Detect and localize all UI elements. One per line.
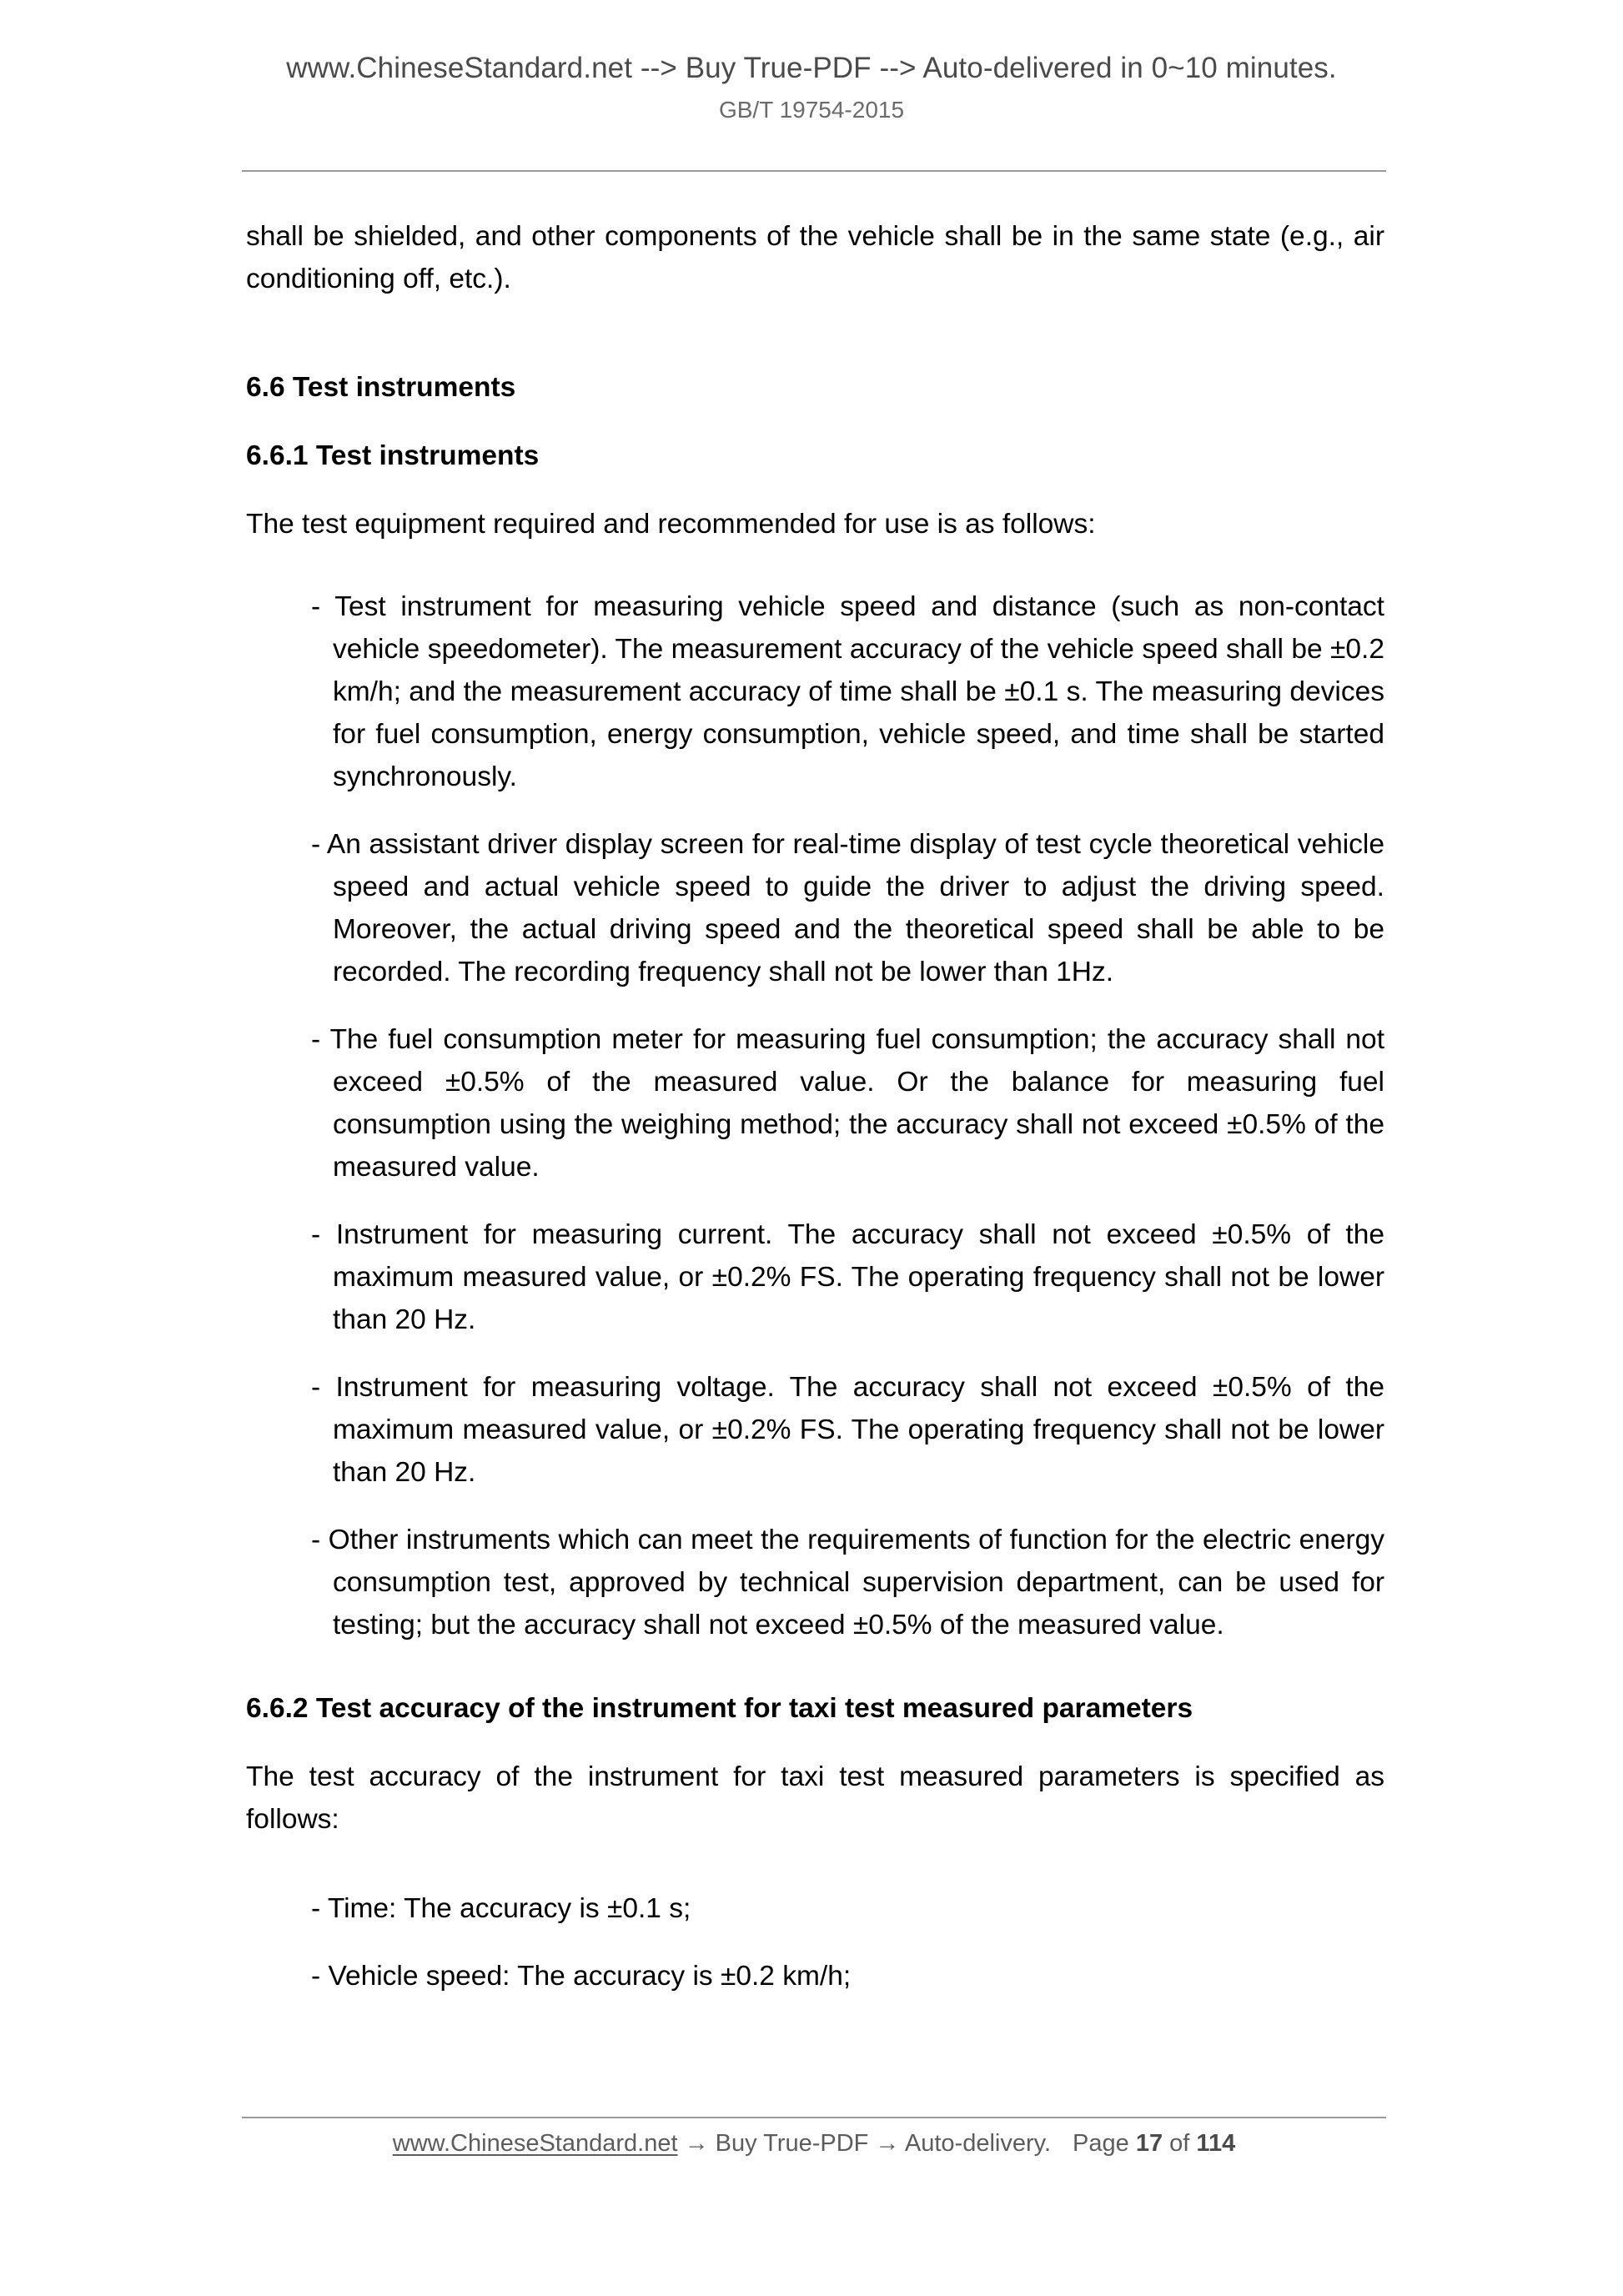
arrow-right-icon: → (868, 2130, 905, 2157)
header-divider (242, 170, 1386, 172)
list-item: - Instrument for measuring current. The accuracy shall not exceed ±0.5% of the maximum measured value, or ±0.2% FS. The operating frequency shall not be lower than 20 Hz. (311, 1219, 1384, 1335)
heading-6-6: 6.6 Test instruments (246, 372, 516, 403)
header-promo-text: www.ChineseStandard.net --> Buy True-PDF --> Auto-delivered in 0~10 minutes. (286, 52, 1337, 84)
heading-6-6-1: 6.6.1 Test instruments (246, 440, 540, 471)
list-item: - Other instruments which can meet the requirements of function for the electric energy consumption test, approved by technical supervision department, can be used for testing; but the accuracy shall not exceed ±0.5% of the measured value. (311, 1525, 1384, 1640)
list-item: - Time: The accuracy is ±0.1 s; (311, 1893, 691, 1924)
footer-page-label: Page (1073, 2130, 1129, 2157)
footer-of-label: of (1169, 2130, 1190, 2157)
instrument-bullet-list (246, 585, 1384, 1646)
spacer (246, 1646, 1384, 1661)
intro-paragraph: shall be shielded, and other components of the vehicle shall be in the same state (e.g., air conditioning off, etc.). (246, 221, 1384, 294)
footer-total-pages: 114 (1196, 2130, 1236, 2157)
heading-6-6-2: 6.6.2 Test accuracy of the instrument for taxi test measured parameters (246, 1693, 1193, 1724)
list-item: - An assistant driver display screen for real-time display of test cycle theoretical vehicle speed and actual vehicle speed to guide the driver to adjust the driving speed. Moreover, the actual driving speed and the theoretical speed shall be able to be recorded. The recording frequency shall not be lower than 1Hz. (311, 829, 1384, 987)
page-header (0, 50, 1623, 124)
list-item: - Test instrument for measuring vehicle speed and distance (such as non-contact vehicle speedometer). The measurement accuracy of the vehicle speed shall be ±0.2 km/h; and the measurement accuracy of time shall be ±0.1 s. The measuring devices for fuel consumption, energy consumption, vehicle speed, and time shall be started synchronously. (311, 591, 1384, 792)
spacer (246, 1866, 1384, 1887)
list-item: - The fuel consumption meter for measuring fuel consumption; the accuracy shall not exceed ±0.5% of the measured value. Or the balance for measuring fuel consumption using the weighing method; the accuracy shall not exceed ±0.5% of the measured value. (311, 1024, 1384, 1183)
header-standard-code: GB/T 19754-2015 (718, 96, 905, 123)
spacer (246, 570, 1384, 585)
page-footer (242, 2128, 1386, 2160)
document-body (246, 215, 1384, 1997)
accuracy-bullet-list (246, 1887, 1384, 1997)
footer-current-page: 17 (1135, 2130, 1163, 2157)
footer-buy-text: Buy True-PDF (715, 2130, 869, 2157)
footer-delivery-text: Auto-delivery. (904, 2130, 1052, 2157)
lead-in-6-6-2: The test accuracy of the instrument for taxi test measured parameters is specified as follows: (246, 1761, 1384, 1835)
arrow-right-icon: → (677, 2130, 716, 2157)
footer-site-link[interactable]: www.ChineseStandard.net (392, 2130, 678, 2157)
spacer (246, 325, 1384, 340)
footer-divider (242, 2117, 1386, 2118)
lead-in-6-6-1: The test equipment required and recommended for use is as follows: (246, 509, 1096, 540)
list-item: - Vehicle speed: The accuracy is ±0.2 km/h; (311, 1961, 852, 1992)
list-item: - Instrument for measuring voltage. The accuracy shall not exceed ±0.5% of the maximum measured value, or ±0.2% FS. The operating frequency shall not be lower than 20 Hz. (311, 1372, 1384, 1488)
